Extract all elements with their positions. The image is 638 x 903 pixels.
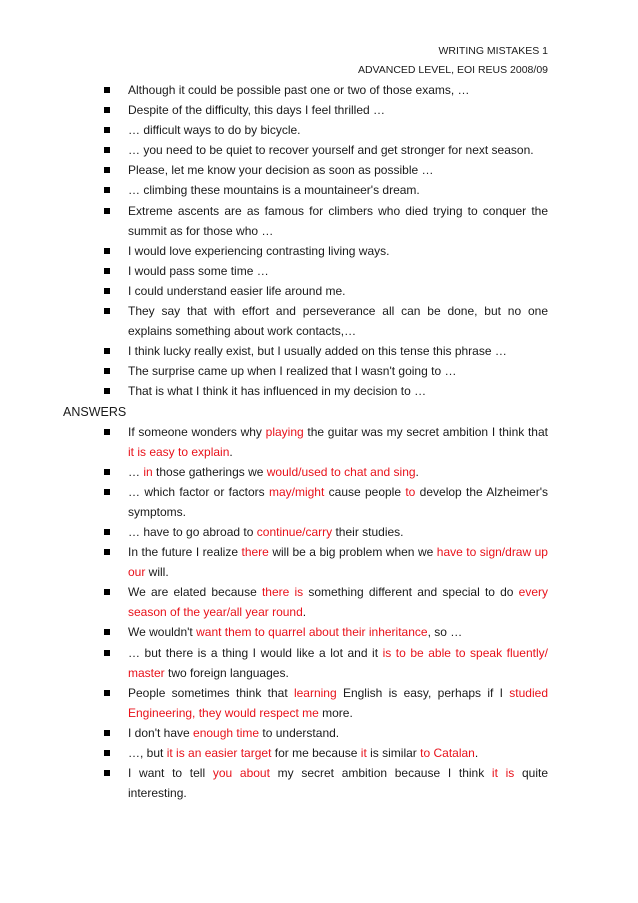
answer-text: … [128,464,144,479]
square-bullet-icon [104,208,110,214]
mistake-item [92,80,548,100]
mistake-item [92,261,548,281]
answer-text: will. [145,565,169,580]
square-bullet-icon [104,469,110,475]
square-bullet-icon [104,549,110,555]
answer-text: is similar [366,746,421,760]
answer-text: …, but [128,746,167,760]
square-bullet-icon [104,87,110,93]
answer-text: . [474,746,479,760]
answers-list [92,422,548,804]
answer-item [92,763,548,803]
mistake-text: Despite of the difficulty, this days I feel thrilled … [128,103,386,118]
mistake-text: That is what I think it has influenced in my decision to … [128,384,427,399]
answer-item [92,643,548,683]
answer-text: We wouldn't [128,625,197,640]
answer-text: I don't have [128,725,194,740]
correction-text: to Catalan [420,746,475,760]
answer-item [92,482,548,522]
correction-text: continue/carry [256,524,333,539]
square-bullet-icon [104,187,110,193]
square-bullet-icon [104,489,110,495]
correction-text: want them to quarrel about their inheritance [196,625,428,640]
mistake-item [92,180,548,200]
correction-text: have to sign/draw up our [128,545,548,580]
mistake-text: I think lucky really exist, but I usually added on this tense this phrase … [128,344,507,359]
square-bullet-icon [104,770,110,776]
answer-text: I want to tell [128,766,213,781]
answers-heading: ANSWERS [63,404,127,419]
answer-item [92,622,548,642]
square-bullet-icon [104,429,110,435]
answer-text: , so … [427,625,463,640]
answer-text: to understand. [259,725,340,740]
answer-text: English is easy, perhaps if I [336,685,510,700]
mistake-item [92,281,548,301]
correction-text: you about [212,766,270,781]
answer-text: … which factor or factors [128,484,269,499]
answer-text: . [302,605,307,620]
square-bullet-icon [104,107,110,113]
answer-text: We are elated because [128,585,262,600]
square-bullet-icon [104,248,110,254]
answer-item [92,542,548,582]
square-bullet-icon [104,730,110,736]
square-bullet-icon [104,127,110,133]
answer-text: . [229,444,233,459]
correction-text: would/used to chat and sing [266,464,416,479]
answer-text: their studies. [332,524,404,539]
answer-item [92,582,548,622]
answer-item [92,422,548,462]
square-bullet-icon [104,368,110,374]
square-bullet-icon [104,529,110,535]
mistake-text: I would love experiencing contrasting living ways. [128,243,390,258]
square-bullet-icon [104,308,110,314]
square-bullet-icon [104,348,110,354]
answer-item [92,462,548,482]
answer-text: my secret ambition because I think [269,766,492,781]
answer-text: … have to go abroad to [128,524,257,539]
square-bullet-icon [104,167,110,173]
page-header [358,42,548,80]
square-bullet-icon [104,388,110,394]
correction-text: it is [491,766,515,781]
mistake-item [92,381,548,401]
mistake-item [92,160,548,180]
answer-text: cause people [324,484,406,499]
mistakes-list [92,80,548,402]
correction-text: there [241,545,269,560]
mistake-text: The surprise came up when I realized that I wasn't going to … [128,364,457,379]
answer-text: those gatherings we [152,464,267,479]
answer-text: will be a big problem when we [268,545,437,560]
mistake-item [92,201,548,241]
mistake-text: I would pass some time … [128,263,269,278]
answer-text: the guitar was my secret ambition I think that [303,424,548,439]
answer-text: develop the Alzheimer's symptoms. [128,484,549,519]
square-bullet-icon [104,589,110,595]
answer-text: quite interesting. [128,766,549,801]
answer-item [92,683,548,723]
mistake-text: Extreme ascents are as famous for climbers who died trying to conquer the summit as for those who … [128,203,548,238]
answer-text: something different and special to do [303,585,519,600]
mistake-text: … you need to be quiet to recover yourself and get stronger for next season. [128,143,534,158]
square-bullet-icon [104,288,110,294]
correction-text: it is an easier target [166,746,272,760]
mistake-text: Please, let me know your decision as soon as possible … [128,163,434,178]
mistake-item [92,100,548,120]
correction-text: to [405,484,416,499]
header-title: WRITING MISTAKES 1 [438,45,548,57]
answer-item [92,723,548,743]
correction-text: enough time [193,725,260,740]
answer-text: two foreign languages. [164,665,289,680]
document-body [63,80,549,803]
correction-text: there is [261,585,304,600]
answer-text: . [415,464,419,479]
square-bullet-icon [104,268,110,274]
square-bullet-icon [104,690,110,696]
mistake-item [92,120,548,140]
correction-text: every season of the year/all year round [128,585,549,620]
answer-text: for me because [271,746,361,760]
mistake-item [92,241,548,261]
mistake-item [92,361,548,381]
answer-text: more. [318,705,353,720]
answer-text: In the future I realize [128,545,242,560]
answer-item [92,743,548,763]
correction-text: learning [293,685,337,700]
mistake-text: I could understand easier life around me. [128,283,346,298]
mistake-text: … difficult ways to do by bicycle. [128,123,301,138]
mistake-item [92,341,548,361]
mistake-item [92,301,548,341]
mistake-text: Although it could be possible past one or two of those exams, … [128,83,470,97]
square-bullet-icon [104,650,110,656]
answer-text: People sometimes think that [128,685,294,700]
square-bullet-icon [104,629,110,635]
correction-text: may/might [268,484,325,499]
correction-text: it is easy to explain [128,444,230,459]
correction-text: playing [265,424,304,439]
answer-item [92,522,548,542]
answer-text: If someone wonders why [128,424,266,439]
correction-text: it [360,746,367,760]
mistake-text: They say that with effort and perseverance all can be done, but no one explains something about work contacts,… [128,304,548,339]
mistake-item [92,140,548,160]
header-subtitle: ADVANCED LEVEL, EOI REUS 2008/09 [357,64,548,76]
correction-text: in [143,464,153,479]
correction-text: is to be able to speak fluently/ master [128,645,548,680]
square-bullet-icon [104,147,110,153]
correction-text: studied Engineering, they would respect me [128,685,548,720]
answer-text: … but there is a thing I would like a lot and it [128,645,383,660]
mistake-text: … climbing these mountains is a mountaineer's dream. [128,183,420,198]
square-bullet-icon [104,750,110,756]
